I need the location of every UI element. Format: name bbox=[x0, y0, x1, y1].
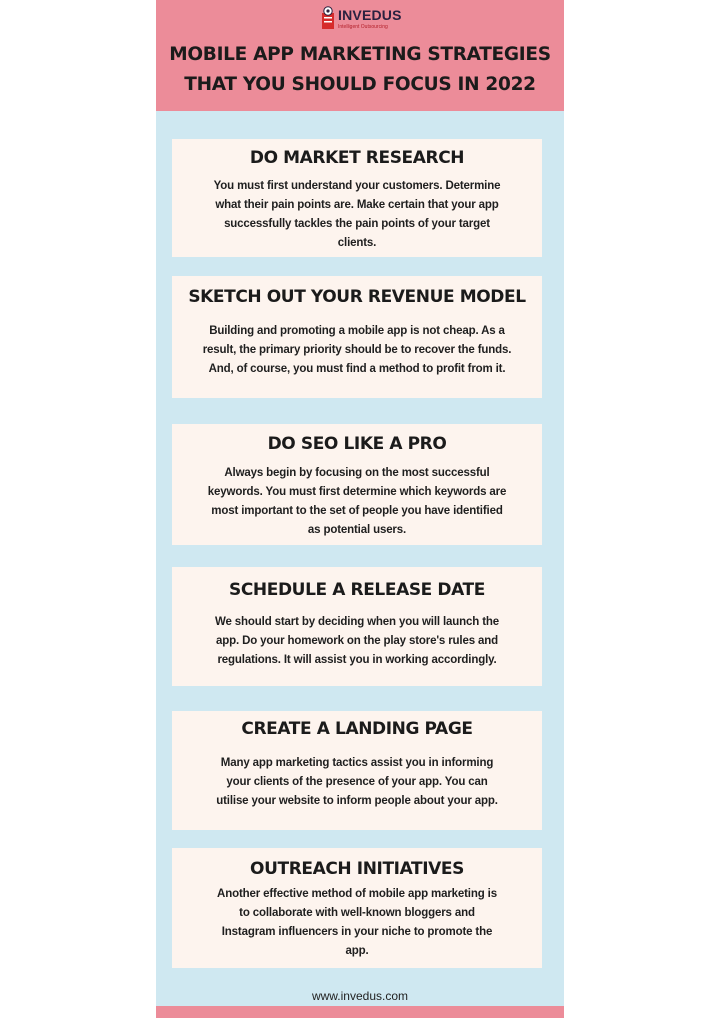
section-body-line: clients. bbox=[337, 237, 377, 249]
section-body-line: what their pain points are. Make certain that your app bbox=[215, 199, 499, 211]
section-title: SCHEDULE A RELEASE DATE bbox=[229, 580, 485, 600]
section-body-line: successfully tackles the pain points of your target bbox=[224, 218, 490, 230]
section-title: OUTREACH INITIATIVES bbox=[250, 859, 464, 879]
section-body-line: Building and promoting a mobile app is not cheap. As a bbox=[209, 325, 505, 337]
section-body-line: as potential users. bbox=[307, 524, 407, 536]
section-card-market-research bbox=[172, 139, 542, 257]
section-body-line: your clients of the presence of your app. You can bbox=[226, 776, 488, 788]
footer-bar bbox=[156, 1006, 564, 1018]
section-body-line: Many app marketing tactics assist you in informing bbox=[220, 757, 494, 769]
section-body bbox=[192, 177, 522, 253]
section-body-line: result, the primary priority should be to recover the funds. bbox=[202, 344, 512, 356]
section-body bbox=[192, 464, 522, 540]
section-body-line: most important to the set of people you have identified bbox=[211, 505, 503, 517]
section-card-landing-page bbox=[172, 711, 542, 830]
section-title: DO SEO LIKE A PRO bbox=[267, 434, 447, 454]
website-link[interactable]: www.invedus.com bbox=[311, 989, 409, 1003]
page-title-line-1: MOBILE APP MARKETING STRATEGIES bbox=[169, 44, 551, 65]
section-title: DO MARKET RESEARCH bbox=[249, 148, 465, 168]
page-title-line-2: THAT YOU SHOULD FOCUS IN 2022 bbox=[184, 74, 536, 95]
section-body bbox=[192, 885, 522, 961]
section-body-line: Always begin by focusing on the most successful bbox=[224, 467, 490, 479]
logo-tagline: Intelligent Outsourcing bbox=[338, 24, 388, 30]
section-body bbox=[192, 754, 522, 811]
invedus-logo[interactable] bbox=[321, 6, 407, 32]
section-body-line: to collaborate with well-known bloggers and bbox=[239, 907, 475, 919]
section-body bbox=[186, 322, 528, 379]
section-body-line: utilise your website to inform people about your app. bbox=[216, 795, 498, 807]
section-card-release-date bbox=[172, 567, 542, 686]
infographic bbox=[156, 0, 564, 1018]
header-banner bbox=[156, 0, 564, 111]
logo-wordmark: INVEDUS bbox=[338, 7, 402, 23]
section-title: CREATE A LANDING PAGE bbox=[241, 719, 473, 739]
section-body-line: We should start by deciding when you will launch the bbox=[215, 616, 499, 628]
section-body-line: Another effective method of mobile app marketing is bbox=[217, 888, 497, 900]
section-card-seo bbox=[172, 424, 542, 545]
section-title: SKETCH OUT YOUR REVENUE MODEL bbox=[188, 287, 526, 307]
section-body-line: regulations. It will assist you in working accordingly. bbox=[217, 654, 497, 666]
section-body-line: keywords. You must first determine which keywords are bbox=[207, 486, 507, 498]
section-body-line: Instagram influencers in your niche to promote the bbox=[221, 926, 493, 938]
page-title bbox=[156, 40, 564, 100]
section-body bbox=[192, 613, 522, 670]
section-body-line: app. Do your homework on the play store's rules and bbox=[215, 635, 498, 647]
section-body-line: You must first understand your customers. Determine bbox=[213, 180, 501, 192]
section-body-line: app. bbox=[345, 945, 369, 957]
section-card-revenue-model bbox=[172, 276, 542, 398]
section-card-outreach bbox=[172, 848, 542, 968]
section-body-line: And, of course, you must find a method to profit from it. bbox=[208, 363, 506, 375]
logo-mark-icon bbox=[321, 6, 335, 30]
